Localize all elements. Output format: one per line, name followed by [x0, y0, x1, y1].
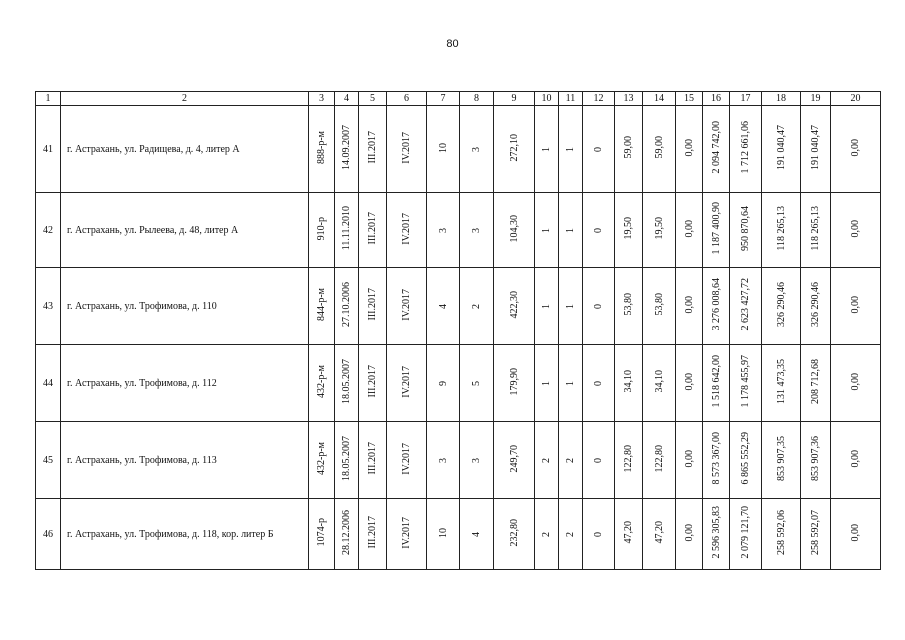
- cell-5: [359, 499, 387, 570]
- cell-16: [703, 193, 730, 268]
- cell-7: [427, 193, 460, 268]
- period-end: IV.2017: [401, 131, 412, 164]
- cell-20: [831, 106, 881, 193]
- cell-12: [583, 422, 615, 499]
- cell-value: 179,90: [508, 367, 520, 396]
- cell-10: [535, 499, 559, 570]
- cell-value: 2: [565, 531, 576, 537]
- cell-12: [583, 193, 615, 268]
- cell-value: 2: [541, 531, 552, 537]
- cell-value: 131 473,35: [775, 359, 787, 404]
- cell-16: [703, 422, 730, 499]
- cell-9: [494, 345, 535, 422]
- cell-5: [359, 422, 387, 499]
- cell-12: [583, 499, 615, 570]
- period-start: III.2017: [367, 442, 378, 475]
- cell-value: 2: [565, 457, 576, 463]
- cell-11: [559, 268, 583, 345]
- cell-5: [359, 193, 387, 268]
- cell-10: [535, 422, 559, 499]
- column-header: 20: [831, 92, 881, 106]
- cell-10: [535, 345, 559, 422]
- cell-value: 1: [541, 146, 552, 152]
- cell-value: 853 907,35: [775, 436, 787, 481]
- cell-11: [559, 106, 583, 193]
- order-date: 18.05.2007: [341, 436, 352, 481]
- table-row: [36, 106, 881, 193]
- order-date: 14.09.2007: [341, 125, 352, 170]
- cell-value: 2 623 427,72: [740, 278, 751, 331]
- cell-value: 1: [541, 380, 552, 386]
- cell-18: [762, 345, 801, 422]
- cell-value: 1: [565, 227, 576, 233]
- cell-19: [801, 268, 831, 345]
- column-header: 7: [427, 92, 460, 106]
- cell-9: [494, 499, 535, 570]
- cell-20: [831, 268, 881, 345]
- cell-13: [615, 268, 643, 345]
- cell-7: [427, 345, 460, 422]
- cell-value: 2: [471, 303, 482, 309]
- cell-18: [762, 422, 801, 499]
- cell-value: 8 573 367,00: [710, 432, 722, 485]
- cell-value: 0,00: [850, 523, 861, 542]
- cell-17: [730, 345, 762, 422]
- table-row: [36, 499, 881, 570]
- cell-5: [359, 345, 387, 422]
- cell-value: 53,80: [653, 293, 665, 316]
- cell-9: [494, 106, 535, 193]
- cell-value: 4: [471, 531, 482, 537]
- cell-7: [427, 422, 460, 499]
- cell-18: [762, 193, 801, 268]
- cell-19: [801, 193, 831, 268]
- cell-15: [676, 345, 703, 422]
- column-header: 9: [494, 92, 535, 106]
- cell-6: [387, 422, 427, 499]
- column-header: 8: [460, 92, 494, 106]
- data-table: [35, 91, 881, 570]
- address-cell: г. Астрахань, ул. Рылеева, д. 48, литер А: [61, 193, 309, 268]
- cell-value: 0: [593, 227, 604, 233]
- cell-value: 0,00: [850, 449, 861, 468]
- cell-10: [535, 193, 559, 268]
- cell-13: [615, 106, 643, 193]
- cell-17: [730, 422, 762, 499]
- cell-value: 258 592,07: [810, 510, 821, 555]
- cell-6: [387, 268, 427, 345]
- period-end: IV.2017: [401, 212, 412, 245]
- cell-value: 0,00: [683, 138, 695, 157]
- cell-14: [643, 193, 676, 268]
- cell-value: 59,00: [623, 136, 634, 159]
- cell-value: 0: [593, 380, 604, 386]
- order-number: 432-р-м: [316, 442, 327, 475]
- period-end: IV.2017: [401, 516, 412, 549]
- cell-value: 34,10: [653, 370, 665, 393]
- address-cell: г. Астрахань, ул. Трофимова, д. 110: [61, 268, 309, 345]
- cell-value: 2 079 121,70: [740, 506, 751, 559]
- cell-9: [494, 422, 535, 499]
- cell-value: 3 276 008,64: [710, 278, 722, 331]
- cell-18: [762, 106, 801, 193]
- row-number: 43: [36, 268, 61, 345]
- cell-value: 19,50: [653, 217, 665, 240]
- order-number: 888-р-м: [316, 131, 327, 164]
- cell-value: 2 094 742,00: [710, 121, 722, 174]
- cell-14: [643, 268, 676, 345]
- cell-7: [427, 499, 460, 570]
- order-number: 910-р: [316, 216, 327, 241]
- cell-4: [335, 345, 359, 422]
- row-number: 41: [36, 106, 61, 193]
- column-header: 6: [387, 92, 427, 106]
- cell-value: 10: [437, 527, 449, 538]
- cell-9: [494, 193, 535, 268]
- cell-value: 326 290,46: [810, 282, 821, 327]
- cell-value: 1: [565, 380, 576, 386]
- cell-19: [801, 422, 831, 499]
- cell-value: 853 907,36: [810, 436, 821, 481]
- header-row: [36, 92, 881, 106]
- order-date: 18.05.2007: [341, 359, 352, 404]
- column-header: 3: [309, 92, 335, 106]
- cell-20: [831, 499, 881, 570]
- cell-8: [460, 106, 494, 193]
- period-start: III.2017: [367, 131, 378, 164]
- cell-value: 0: [593, 457, 604, 463]
- cell-13: [615, 499, 643, 570]
- column-header: 13: [615, 92, 643, 106]
- cell-value: 0,00: [850, 138, 861, 157]
- cell-16: [703, 106, 730, 193]
- column-header: 19: [801, 92, 831, 106]
- page-number: 80: [446, 38, 459, 50]
- cell-4: [335, 106, 359, 193]
- cell-value: 0,00: [850, 372, 861, 391]
- cell-14: [643, 499, 676, 570]
- cell-value: 47,20: [623, 521, 634, 544]
- cell-20: [831, 193, 881, 268]
- cell-value: 3: [437, 457, 449, 463]
- cell-value: 53,80: [623, 293, 634, 316]
- cell-value: 6 865 552,29: [740, 432, 751, 485]
- cell-15: [676, 499, 703, 570]
- cell-value: 104,30: [508, 214, 520, 243]
- cell-value: 0,00: [850, 295, 861, 314]
- order-number: 1074-р: [316, 518, 327, 547]
- cell-16: [703, 345, 730, 422]
- cell-17: [730, 106, 762, 193]
- row-number: 42: [36, 193, 61, 268]
- address-cell: г. Астрахань, ул. Трофимова, д. 118, кор. литер Б: [61, 499, 309, 570]
- cell-4: [335, 193, 359, 268]
- cell-6: [387, 499, 427, 570]
- cell-value: 1 712 661,06: [740, 121, 751, 174]
- period-start: III.2017: [367, 212, 378, 245]
- cell-15: [676, 193, 703, 268]
- cell-value: 1 518 642,00: [710, 355, 722, 408]
- column-header: 15: [676, 92, 703, 106]
- cell-12: [583, 106, 615, 193]
- cell-3: [309, 499, 335, 570]
- cell-value: 272,10: [508, 133, 520, 162]
- order-date: 28.12.2006: [341, 510, 352, 555]
- cell-value: 3: [437, 227, 449, 233]
- cell-11: [559, 193, 583, 268]
- column-header: 10: [535, 92, 559, 106]
- cell-value: 2: [541, 457, 552, 463]
- cell-8: [460, 193, 494, 268]
- period-start: III.2017: [367, 365, 378, 398]
- period-end: IV.2017: [401, 288, 412, 321]
- period-start: III.2017: [367, 516, 378, 549]
- row-number: 46: [36, 499, 61, 570]
- cell-value: 249,70: [508, 444, 520, 473]
- cell-5: [359, 106, 387, 193]
- table-row: [36, 193, 881, 268]
- column-header: 12: [583, 92, 615, 106]
- cell-value: 2 596 305,83: [710, 506, 722, 559]
- cell-6: [387, 106, 427, 193]
- cell-value: 122,80: [623, 444, 634, 473]
- cell-11: [559, 345, 583, 422]
- cell-value: 0: [593, 531, 604, 537]
- cell-12: [583, 268, 615, 345]
- cell-10: [535, 106, 559, 193]
- cell-4: [335, 499, 359, 570]
- cell-value: 5: [471, 380, 482, 386]
- cell-14: [643, 422, 676, 499]
- cell-8: [460, 345, 494, 422]
- column-header: 17: [730, 92, 762, 106]
- column-header: 18: [762, 92, 801, 106]
- cell-value: 191 040,47: [775, 125, 787, 170]
- cell-20: [831, 345, 881, 422]
- cell-16: [703, 268, 730, 345]
- cell-11: [559, 499, 583, 570]
- cell-value: 4: [437, 303, 449, 309]
- cell-3: [309, 268, 335, 345]
- cell-14: [643, 106, 676, 193]
- cell-15: [676, 106, 703, 193]
- cell-8: [460, 499, 494, 570]
- cell-5: [359, 268, 387, 345]
- cell-value: 0,00: [683, 449, 695, 468]
- cell-6: [387, 193, 427, 268]
- cell-3: [309, 422, 335, 499]
- cell-value: 0: [593, 146, 604, 152]
- period-end: IV.2017: [401, 442, 412, 475]
- column-header: 11: [559, 92, 583, 106]
- column-header: 16: [703, 92, 730, 106]
- cell-value: 0,00: [850, 219, 861, 238]
- cell-value: 0,00: [683, 295, 695, 314]
- column-header: 2: [61, 92, 309, 106]
- cell-8: [460, 422, 494, 499]
- cell-19: [801, 345, 831, 422]
- cell-13: [615, 345, 643, 422]
- cell-7: [427, 106, 460, 193]
- period-end: IV.2017: [401, 365, 412, 398]
- cell-4: [335, 268, 359, 345]
- cell-19: [801, 106, 831, 193]
- cell-value: 0,00: [683, 219, 695, 238]
- address-cell: г. Астрахань, ул. Трофимова, д. 113: [61, 422, 309, 499]
- cell-17: [730, 193, 762, 268]
- order-number: 432-р-м: [316, 365, 327, 398]
- cell-value: 10: [437, 142, 449, 153]
- cell-value: 258 592,06: [775, 510, 787, 555]
- cell-value: 422,30: [508, 290, 520, 319]
- cell-value: 1: [565, 146, 576, 152]
- cell-8: [460, 268, 494, 345]
- column-header: 1: [36, 92, 61, 106]
- cell-11: [559, 422, 583, 499]
- cell-value: 1: [565, 303, 576, 309]
- cell-value: 1: [541, 227, 552, 233]
- cell-value: 0,00: [683, 523, 695, 542]
- cell-value: 19,50: [623, 217, 634, 240]
- cell-9: [494, 268, 535, 345]
- cell-value: 118 265,13: [810, 206, 821, 251]
- address-cell: г. Астрахань, ул. Трофимова, д. 112: [61, 345, 309, 422]
- cell-value: 3: [471, 146, 482, 152]
- cell-value: 1: [541, 303, 552, 309]
- cell-3: [309, 193, 335, 268]
- cell-value: 0,00: [683, 372, 695, 391]
- cell-13: [615, 422, 643, 499]
- cell-value: 1 187 400,90: [710, 202, 722, 255]
- row-number: 44: [36, 345, 61, 422]
- cell-20: [831, 422, 881, 499]
- cell-18: [762, 268, 801, 345]
- cell-value: 3: [471, 457, 482, 463]
- table-row: [36, 422, 881, 499]
- cell-3: [309, 345, 335, 422]
- cell-value: 0: [593, 303, 604, 309]
- cell-13: [615, 193, 643, 268]
- cell-value: 326 290,46: [775, 282, 787, 327]
- cell-16: [703, 499, 730, 570]
- cell-17: [730, 499, 762, 570]
- cell-15: [676, 422, 703, 499]
- cell-value: 3: [471, 227, 482, 233]
- address-cell: г. Астрахань, ул. Радищева, д. 4, литер А: [61, 106, 309, 193]
- cell-value: 191 040,47: [810, 125, 821, 170]
- cell-value: 59,00: [653, 136, 665, 159]
- column-header: 5: [359, 92, 387, 106]
- cell-19: [801, 499, 831, 570]
- cell-value: 118 265,13: [775, 206, 787, 251]
- cell-18: [762, 499, 801, 570]
- order-number: 844-р-м: [316, 288, 327, 321]
- cell-3: [309, 106, 335, 193]
- cell-15: [676, 268, 703, 345]
- column-header: 4: [335, 92, 359, 106]
- cell-value: 950 870,64: [740, 206, 751, 251]
- table-row: [36, 345, 881, 422]
- cell-12: [583, 345, 615, 422]
- cell-value: 1 178 455,97: [740, 355, 751, 408]
- table-row: [36, 268, 881, 345]
- cell-value: 34,10: [623, 370, 634, 393]
- cell-10: [535, 268, 559, 345]
- cell-value: 208 712,68: [810, 359, 821, 404]
- cell-14: [643, 345, 676, 422]
- cell-value: 122,80: [653, 444, 665, 473]
- cell-7: [427, 268, 460, 345]
- cell-value: 232,80: [508, 518, 520, 547]
- period-start: III.2017: [367, 288, 378, 321]
- column-header: 14: [643, 92, 676, 106]
- cell-17: [730, 268, 762, 345]
- cell-4: [335, 422, 359, 499]
- cell-value: 9: [437, 380, 449, 386]
- order-date: 11.11.2010: [341, 206, 352, 251]
- row-number: 45: [36, 422, 61, 499]
- cell-value: 47,20: [653, 521, 665, 544]
- order-date: 27.10.2006: [341, 282, 352, 327]
- cell-6: [387, 345, 427, 422]
